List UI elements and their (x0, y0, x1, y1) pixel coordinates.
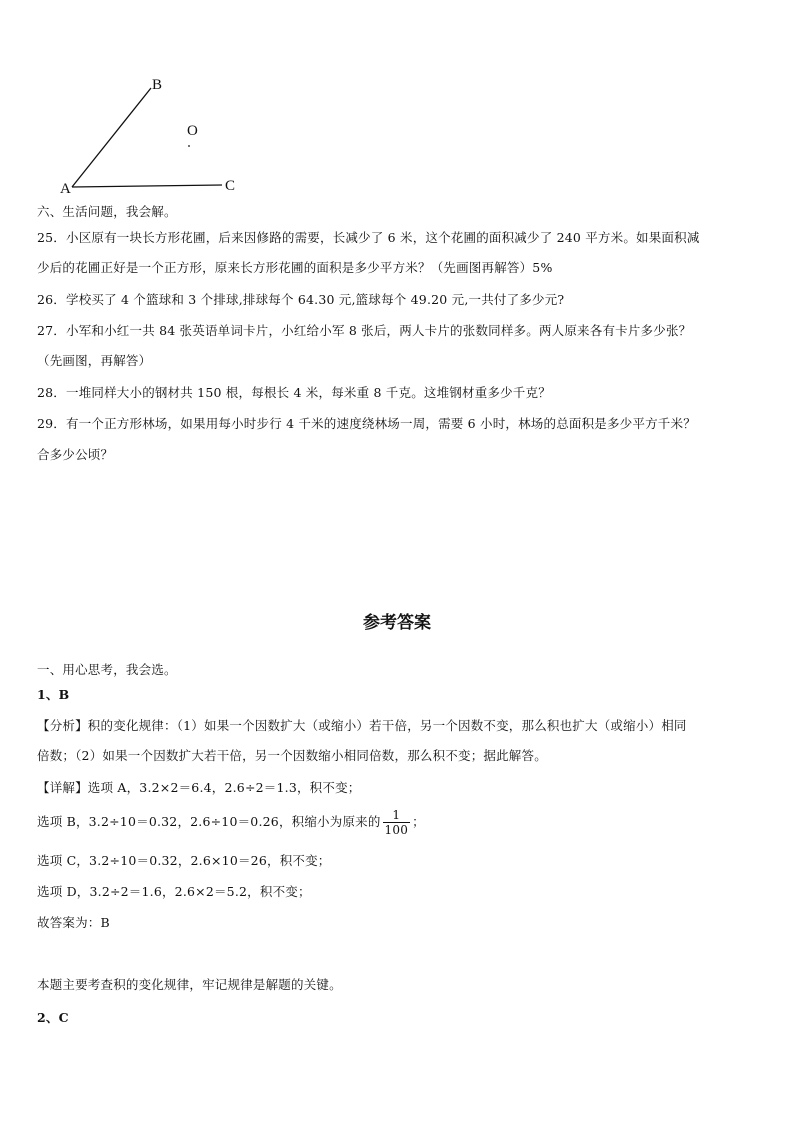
ray-ac (72, 185, 222, 187)
answer-1-detail-c: 选项 C，3.2÷10＝0.32，2.6×10＝26，积不变； (37, 853, 331, 868)
question-29-line-1: 29．有一个正方形林场，如果用每小时步行 4 千米的速度绕林场一周，需要 6 小时，林场的总面积是多少平方千米？ (37, 416, 696, 431)
answer-1-summary: 本题主要考查积的变化规律，牢记规律是解题的关键。 (37, 977, 342, 992)
answer-2-number: 2、C (37, 1010, 69, 1025)
detail-b-text: 选项 B，3.2÷10＝0.32，2.6÷10＝0.26，积缩小为原来的 (37, 814, 381, 829)
answer-1-analysis-line-2: 倍数；（2）如果一个因数扩大若干倍，另一个因数缩小相同倍数，那么积不变；据此解答。 (37, 748, 547, 763)
section-6-heading: 六、生活问题，我会解。 (37, 204, 177, 219)
answers-title: 参考答案 (363, 613, 431, 633)
label-o: O (187, 123, 198, 139)
answer-1-detail-b (37, 808, 425, 837)
fraction-denominator: 100 (384, 823, 409, 837)
answer-1-analysis-line-1: 【分析】积的变化规律：（1）如果一个因数扩大（或缩小）若干倍，另一个因数不变，那么积也扩大（或缩小）相同 (37, 718, 687, 733)
question-27-line-2: （先画图，再解答） (37, 353, 152, 368)
question-27-line-1: 27．小军和小红一共 84 张英语单词卡片，小红给小军 8 张后，两人卡片的张数同样多。两人原来各有卡片多少张？ (37, 323, 692, 338)
detail-b-suffix: ； (412, 814, 425, 829)
label-c: C (225, 178, 236, 194)
answer-1-detail-d: 选项 D，3.2÷2＝1.6，2.6×2＝5.2，积不变； (37, 884, 311, 899)
fraction-numerator: 1 (383, 808, 411, 823)
ray-ab (72, 88, 151, 187)
answer-1-number: 1、B (37, 687, 70, 702)
label-a: A (60, 181, 71, 197)
label-b: B (152, 77, 163, 93)
point-o (188, 145, 190, 147)
question-25-line-2: 少后的花圃正好是一个正方形，原来长方形花圃的面积是多少平方米？（先画图再解答）5% (37, 260, 553, 275)
fraction-one-hundredth (383, 808, 411, 837)
answer-1-detail-a: 【详解】选项 A，3.2×2＝6.4，2.6÷2＝1.3，积不变； (37, 780, 361, 795)
answer-1-conclusion: 故答案为：B (37, 915, 110, 930)
question-26: 26．学校买了 4 个篮球和 3 个排球,排球每个 64.30 元,篮球每个 49.20 元,一共付了多少元? (37, 292, 565, 307)
angle-figure (58, 74, 258, 200)
question-25-line-1: 25．小区原有一块长方形花圃，后来因修路的需要，长减少了 6 米，这个花圃的面积减少了 240 平方米。如果面积减 (37, 230, 700, 245)
question-29-line-2: 合多少公顷？ (37, 447, 114, 462)
section-1-heading: 一、用心思考，我会选。 (37, 662, 177, 677)
question-28: 28．一堆同样大小的钢材共 150 根，每根长 4 米，每米重 8 千克。这堆钢材重多少千克？ (37, 385, 551, 400)
